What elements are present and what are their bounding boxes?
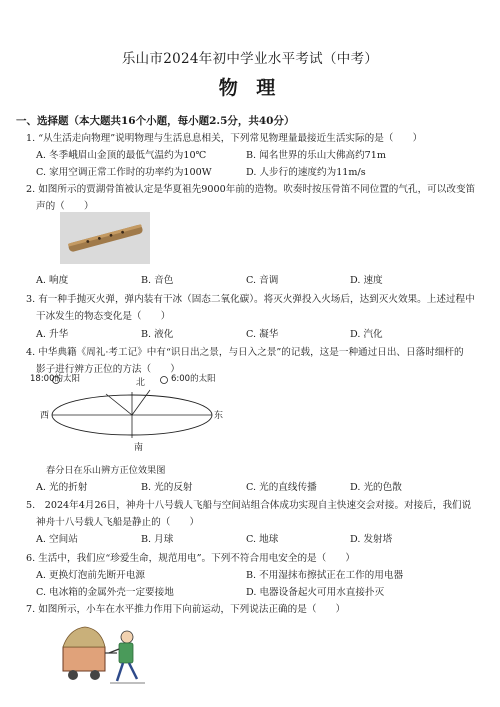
west-label: 西	[40, 411, 50, 421]
question-7-stem: 7. 如图所示，小车在水平推力作用下向前运动，下列说法正确的是（ ）	[26, 604, 346, 615]
q4-option-c[interactable]: C. 光的直线传播	[246, 482, 317, 493]
q1-option-a[interactable]: A. 冬季峨眉山金顶的最低气温约为10℃	[36, 150, 207, 161]
q6-option-c[interactable]: C. 电冰箱的金属外壳一定要接地	[36, 587, 174, 598]
q4-option-d[interactable]: D. 光的色散	[350, 482, 402, 493]
sun-left-label: 18:00的太阳	[30, 374, 80, 384]
exam-title: 乐山市2024年初中学业水平考试（中考）	[121, 51, 379, 67]
q4-option-b[interactable]: B. 光的反射	[141, 482, 193, 493]
q5-option-b[interactable]: B. 月球	[141, 534, 174, 545]
q6-option-a[interactable]: A. 更换灯泡前先断开电源	[36, 570, 145, 581]
south-label: 南	[134, 443, 144, 453]
sun-direction-figure	[30, 370, 240, 460]
section-heading: 一、选择题（本大题共16个小题，每小题2.5分，共40分）	[16, 115, 295, 127]
sun-right-label: 6:00的太阳	[171, 374, 216, 384]
question-1-stem: 1. “从生活走向物理”说明物理与生活息息相关，下列常见物理量最接近生活实际的是（ ）	[26, 133, 423, 144]
q3-option-c[interactable]: C. 凝华	[246, 329, 279, 340]
north-label: 北	[136, 378, 146, 388]
q5-option-c[interactable]: C. 地球	[246, 534, 279, 545]
q1-option-b[interactable]: B. 闻名世界的乐山大佛高约71m	[246, 150, 386, 161]
q2-option-a[interactable]: A. 响度	[36, 275, 69, 286]
q5-option-d[interactable]: D. 发射塔	[350, 534, 393, 545]
q5-option-a[interactable]: A. 空间站	[36, 534, 78, 545]
cart-push-illustration	[55, 617, 150, 695]
question-6-stem: 6. 生活中，我们应“珍爱生命，规范用电”。下列不符合用电安全的是（ ）	[26, 553, 356, 564]
figure-caption: 春分日在乐山辨方正位效果图	[46, 465, 166, 476]
question-5-stem-cont: 神舟十八号载人飞船是静止的（ ）	[36, 517, 200, 528]
question-5-stem: 5. 2024年4月26日，神舟十八号载人飞船与空间站组合体成功实现自主快速交会对接。对接后，我们说	[26, 500, 472, 511]
question-2-stem: 2. 如图所示的贾湖骨笛被认定是华夏祖先9000年前的造物。吹奏时按压骨笛不同位置的气孔，可以改变笛	[26, 184, 476, 195]
bone-flute-image	[60, 212, 150, 264]
east-label: 东	[214, 411, 224, 421]
q2-option-b[interactable]: B. 音色	[141, 275, 174, 286]
q3-option-b[interactable]: B. 液化	[141, 329, 174, 340]
sun-right-icon	[161, 377, 168, 384]
q6-option-d[interactable]: D. 电器设备起火可用水直接扑灭	[246, 587, 385, 598]
q3-option-a[interactable]: A. 升华	[36, 329, 69, 340]
q2-option-d[interactable]: D. 速度	[350, 275, 383, 286]
subject-title: 物 理	[218, 77, 282, 99]
question-2-stem-cont: 声的（ ）	[36, 201, 94, 212]
q2-option-c[interactable]: C. 音调	[246, 275, 279, 286]
q1-option-d[interactable]: D. 人步行的速度约为11m/s	[246, 167, 366, 178]
q3-option-d[interactable]: D. 汽化	[350, 329, 383, 340]
question-3-stem: 3. 有一种手抛灭火弹，弹内装有干冰（固态二氧化碳）。将灭火弹投入火场后，达到灭火效果。上述过程中	[26, 294, 475, 305]
question-4-stem: 4. 中华典籍《周礼·考工记》中有“识日出之景，与日入之景”的记载，这是一种通过日出、日落时细杆的	[26, 347, 464, 358]
person-head	[121, 631, 133, 643]
q1-option-c[interactable]: C. 家用空调正常工作时的功率约为100W	[36, 167, 212, 178]
q4-option-a[interactable]: A. 光的折射	[36, 482, 88, 493]
q6-option-b[interactable]: B. 不用湿抹布擦拭正在工作的用电器	[246, 570, 404, 581]
question-3-stem-cont: 干冰发生的物态变化是（ ）	[36, 311, 171, 322]
question-4-stem-cont: 影子进行辨方正位的方法（ ）	[36, 364, 180, 375]
